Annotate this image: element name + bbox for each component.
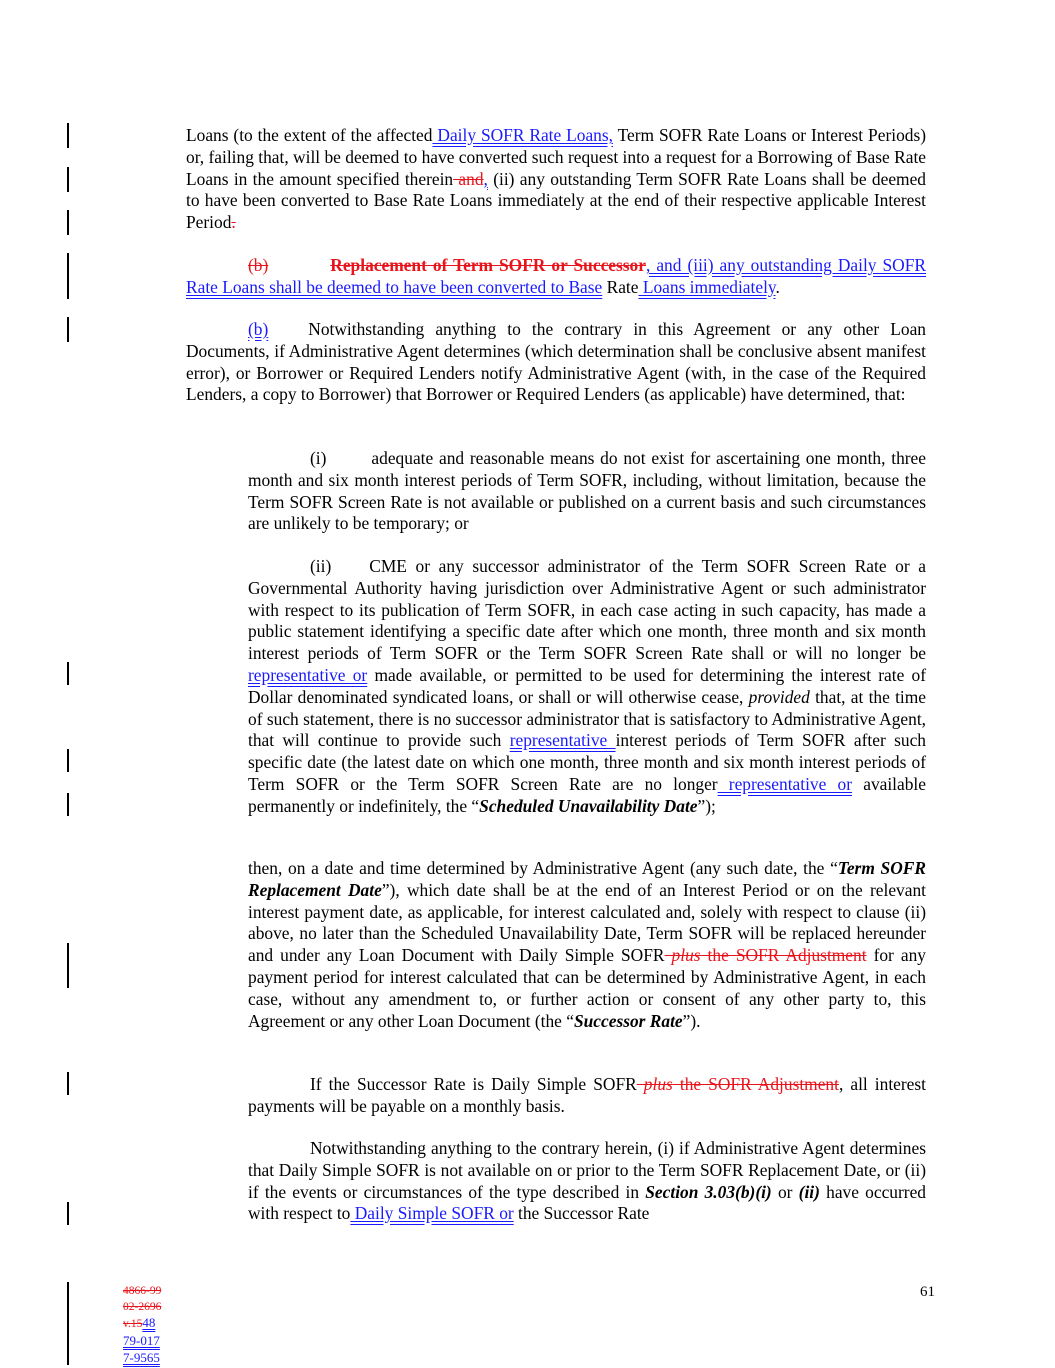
change-bar xyxy=(67,253,69,299)
text: Rate xyxy=(602,276,639,297)
text: ”); xyxy=(697,795,716,816)
deleted-text: and xyxy=(453,168,484,189)
text: ”). xyxy=(682,1010,701,1031)
text: Notwithstanding anything to the contrary in this Agreement or any other Loan Documents, if Administrative Agent determines (which determination shall be conclusive absent manifest error), or Borrower or Required Lenders notify Administrative Agent (with, in the case of the Required Lenders, a copy to Borrower) that Borrower or Required Lenders (as applicable) have determined, that: xyxy=(186,319,926,405)
section-reference: (ii) xyxy=(798,1181,820,1202)
text: , all interest payments will be payable on a monthly basis. xyxy=(248,1074,926,1116)
section-reference: Section 3.03(b)(i) xyxy=(645,1181,772,1202)
defined-term: Successor Rate xyxy=(573,1010,683,1031)
inserted-text: representative or xyxy=(248,664,368,685)
deleted-section-heading: Replacement of Term SOFR or Successor xyxy=(330,255,646,275)
change-bar xyxy=(67,793,69,816)
inserted-text: representative or xyxy=(717,773,853,794)
text: or xyxy=(771,1181,799,1202)
page-number: 61 xyxy=(920,1284,935,1300)
change-bar xyxy=(67,1282,69,1365)
text: have occurred with respect to xyxy=(248,1181,926,1224)
change-bar xyxy=(67,167,69,192)
text: CME or any successor administrator of the Term SOFR Screen Rate or a Governmental Authority having jurisdiction over Administrative Agent or such administrator with respect to its publication of Term SOFR, in each case acting in such capacity, has made a public statement identifying a specific date after which one month, three month and six month interest periods of Term SOFR or the Term SOFR Screen Rate shall or will no longer be xyxy=(248,556,926,664)
inserted-section-label: (b) xyxy=(248,319,269,339)
inserted-text: representative xyxy=(509,730,616,751)
defined-term: Scheduled Unavailability Date xyxy=(479,795,698,816)
inserted-text: Loans immediately xyxy=(638,276,776,297)
text: adequate and reasonable means do not exist for ascertaining one month, three month and six month interest periods of Term SOFR, including, without limitation, because the Term SOFR Screen Rate is not available or published on a current basis and such circumstances are unlikely to be temporary; or xyxy=(248,448,926,534)
text: interest periods of Term SOFR after such specific date (the latest date on which one month, three month and six month interest periods of Term SOFR or the Term SOFR Screen Rate are no longer xyxy=(248,730,926,794)
text: that, at the time of such statement, there is no successor administrator that is satisfactory to Administrative Agent, that will continue to provide such xyxy=(248,686,926,751)
change-bar xyxy=(67,943,69,988)
clause-label: (i) xyxy=(310,448,327,468)
deleted-doc-id: v.15 xyxy=(123,1318,143,1330)
deleted-tab xyxy=(268,255,330,277)
change-bar xyxy=(67,662,69,685)
change-bar xyxy=(67,1072,69,1095)
clause-i xyxy=(248,448,926,535)
inserted-doc-id: 7-9565 xyxy=(123,1350,160,1365)
inserted-doc-id: 79-017 xyxy=(123,1332,160,1348)
clause-ii xyxy=(248,556,926,818)
paragraph-loans-conversion xyxy=(186,125,926,234)
paragraph-then xyxy=(248,858,926,1032)
paragraph-if-successor xyxy=(248,1074,926,1118)
text: If the Successor Rate is Daily Simple SOFR xyxy=(310,1074,637,1094)
defined-term: Term SOFR Replacement Date xyxy=(248,858,926,900)
text: Notwithstanding anything to the contrary herein, (i) if Administrative Agent determines that Daily Simple SOFR is not available on or prior to the Term SOFR Replacement Date, or (ii) if the events or circumstances of the type described in xyxy=(248,1138,926,1202)
deleted-text: plus xyxy=(664,945,701,966)
inserted-text: , and (iii) any outstanding Daily SOFR Rate Loans shall be deemed to have been converted to Base xyxy=(186,255,926,297)
text: Term SOFR Rate Loans or Interest Periods) or, failing that, will be deemed to have converted such request into a request for a Borrowing of Base Rate Loans in the amount specified therein xyxy=(186,125,927,189)
inserted-text: , xyxy=(483,168,488,189)
deleted-text: . xyxy=(231,212,236,233)
text: the Successor Rate xyxy=(513,1203,650,1224)
change-bar xyxy=(67,123,69,148)
text: ”), which date shall be at the end of an Interest Period or on the relevant interest payment date, as applicable, for interest calculated and, solely with respect to clause (ii) above, no later than the Scheduled Unavailability Date, Term SOFR will be replaced hereunder and under any Loan Document with Daily Simple SOFR xyxy=(248,879,926,966)
change-bar xyxy=(67,1202,69,1225)
text: available permanently or indefinitely, the “ xyxy=(248,773,926,816)
inserted-text: Daily SOFR Rate Loans, xyxy=(432,125,613,145)
text: made available, or permitted to be used for determining the interest rate of Dollar denominated syndicated loans, or shall or will otherwise cease, xyxy=(248,664,927,707)
clause-label: (ii) xyxy=(310,556,332,576)
text: for any payment period for interest calculated that can be determined by Administrative Agent, in each case, without any amendment to, or further action or consent of any other party to, this Agreement or any other Loan Document (the “ xyxy=(248,945,926,1031)
change-bar xyxy=(67,749,69,772)
text: (ii) any outstanding Term SOFR Rate Loans shall be deemed to have been converted to Base Rate Loans immediately at the end of their respective applicable Interest Period xyxy=(186,168,926,233)
deleted-doc-id: 02-2696 xyxy=(123,1300,162,1313)
inserted-doc-id: 48 xyxy=(142,1315,156,1330)
paragraph-replacement-heading xyxy=(186,255,926,299)
text: then, on a date and time determined by Administrative Agent (any such date, the “ xyxy=(248,858,838,878)
deleted-doc-id: 4866-99 xyxy=(123,1285,162,1297)
deleted-text: the SOFR Adjustment xyxy=(700,945,867,966)
italic-text: provided xyxy=(748,686,810,707)
text: Loans (to the extent of the affected xyxy=(186,125,433,145)
deleted-text: the SOFR Adjustment xyxy=(672,1074,839,1094)
deleted-text: plus xyxy=(636,1074,673,1094)
change-bar xyxy=(67,317,69,342)
change-bar xyxy=(67,210,69,235)
inserted-text: Daily Simple SOFR or xyxy=(350,1203,514,1224)
footer-document-id xyxy=(123,1284,161,1368)
deleted-section-label: (b) xyxy=(248,255,269,275)
text: . xyxy=(775,276,780,297)
paragraph-b-notwithstanding xyxy=(186,319,926,406)
paragraph-notwithstanding-herein xyxy=(248,1138,926,1225)
